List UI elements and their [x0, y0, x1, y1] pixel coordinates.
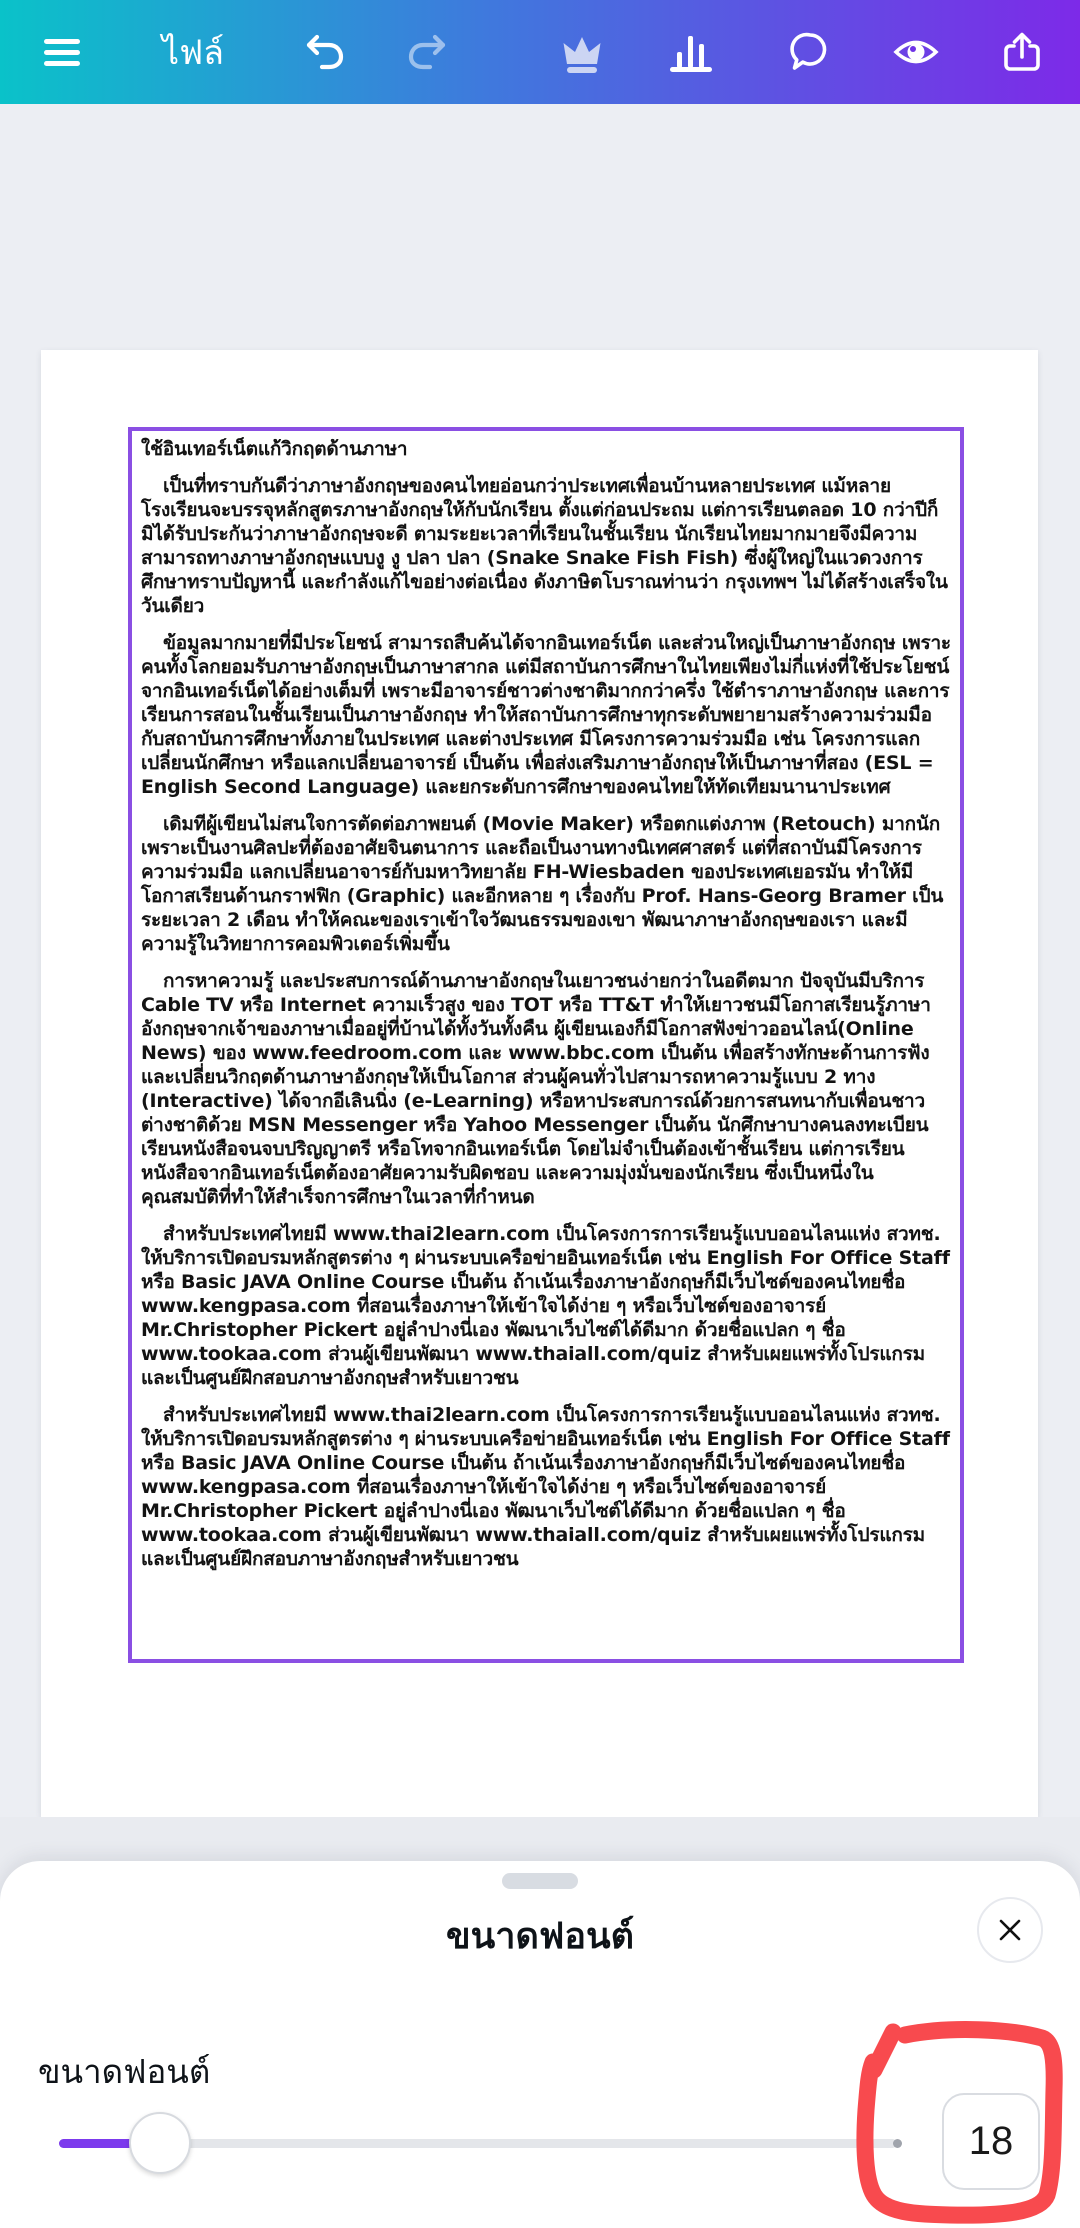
document-paragraph: เป็นที่ทราบกันดีว่าภาษาอังกฤษของคนไทยอ่อนกว่าประเทศเพื่อนบ้านหลายประเทศ แม้หลายโรงเรียนจะบรรจุหลักสูตรภาษาอังกฤษให้กับนักเรียน ตั้งแต่ก่อนประถม แต่การเรียนตลอด 10 กว่าปีก็มิได้รับประกันว่าภาษาอังกฤษจะดี ตามระยะเวลาที่เรียนในชั้นเรียน นักเรียนไทยมากมายจึงมีความสามารถทางภาษาอังกฤษแบบงู งู ปลา ปลา (Snake Snake Fish Fish) ซึ่งผู้ใหญ่ในแวดวงการศึกษาทราบปัญหานี้ และกำลังแก้ไขอย่างต่อเนื่อง ดังภาษิตโบราณท่านว่า กรุงเทพฯ ไม่ได้สร้างเสร็จในวันเดียว [141, 475, 948, 617]
document-paragraph: เดิมทีผู้เขียนไม่สนใจการตัดต่อภาพยนต์ (Movie Maker) หรือตกแต่งภาพ (Retouch) มากนัก เพราะเป็นงานศิลปะที่ต้องอาศัยจินตนาการ และถือเป็นงานทางนิเทศศาสตร์ แต่ที่สถาบันมีโครงการความร่วมมือ แลกเปลี่ยนอาจารย์กับมหาวิทยาลัย FH-Wiesbaden ของประเทศเยอรมัน ทำให้มีโอกาสเรียนด้านกราฟฟิก (Graphic) และอีกหลาย ๆ เรื่องกับ Prof. Hans-Georg Bramer เป็นระยะเวลา 2 เดือน ทำให้คณะของเราเข้าใจวัฒนธรรมของเขา พัฒนาภาษาอังกฤษของเรา และมีความรู้ในวิทยาการคอมพิวเตอร์เพิ่มขึ้น [141, 813, 944, 955]
redo-icon [406, 29, 452, 75]
pro-button[interactable] [558, 0, 606, 104]
top-toolbar [0, 0, 1080, 104]
preview-button[interactable] [892, 0, 940, 104]
share-button[interactable] [998, 0, 1046, 104]
document-heading: ใช้อินเทอร์เน็ตแก้วิกฤตด้านภาษา [141, 438, 408, 460]
undo-icon [300, 29, 346, 75]
comment-icon [786, 29, 832, 75]
close-icon [995, 1915, 1025, 1945]
document-text [141, 437, 951, 1571]
font-size-value: 18 [968, 2119, 1014, 2163]
redo-button[interactable] [406, 0, 452, 104]
menu-button[interactable] [40, 0, 84, 104]
share-icon [998, 28, 1046, 76]
file-button-label: ไฟล์ [161, 34, 224, 72]
font-size-value-field[interactable] [942, 2093, 1040, 2190]
document-paragraph: สำหรับประเทศไทยมี www.thai2learn.com เป็นโครงการการเรียนรู้แบบออนไลนแห่ง สวทช. ให้บริการเปิดอบรมหลักสูตรต่าง ๆ ผ่านระบบเครือข่ายอินเทอร์เน็ต เช่น English For Office Staff หรือ Basic JAVA Online Course เป็นต้น ถ้าเน้นเรื่องภาษาอังกฤษก็มีเว็บไซต์ของคนไทยชื่อ www.kengpasa.com ที่สอนเรื่องภาษาให้เข้าใจได้ง่าย ๆ หรือเว็บไซต์ของอาจารย์ Mr.Christopher Pickert อยู่ลำปางนี่เอง พัฒนาเว็บไซต์ได้ดีมาก ด้วยชื่อแปลก ๆ ชื่อ www.tookaa.com ส่วนผู้เขียนพัฒนา www.thaiall.com/quiz สำหรับเผยแพร่ทั้งโปรแกรมและเป็นศูนย์ฝึกสอบภาษาอังกฤษสำหรับเยาวชน [141, 1223, 950, 1389]
sheet-drag-handle[interactable] [502, 1873, 578, 1889]
menu-icon [40, 30, 84, 74]
slider-thumb[interactable] [129, 2112, 191, 2174]
undo-button[interactable] [300, 0, 346, 104]
comments-button[interactable] [786, 0, 832, 104]
slider-end-dot [893, 2139, 902, 2148]
canvas-page[interactable] [41, 350, 1038, 1817]
file-button[interactable] [158, 0, 228, 104]
document-paragraph: ข้อมูลมากมายที่มีประโยชน์ สามารถสืบค้นได้จากอินเทอร์เน็ต และส่วนใหญ่เป็นภาษาอังกฤษ เพราะคนทั้งโลกยอมรับภาษาอังกฤษเป็นภาษาสากล แต่มีสถาบันการศึกษาในไทยเพียงไม่กี่แห่งที่ใช้ประโยชน์จากอินเทอร์เน็ตได้อย่างเต็มที่ เพราะมีอาจารย์ชาวต่างชาติมากกว่าครึ่ง ใช้ตำราภาษาอังกฤษ และการเรียนการสอนในชั้นเรียนเป็นภาษาอังกฤษ ทำให้สถาบันการศึกษาทุกระดับพยายามสร้างความร่วมมือกับสถาบันการศึกษาทั้งภายในประเทศ และต่างประเทศ มีโครงการความร่วมมือ เช่น โครงการแลกเปลี่ยนนักศึกษา หรือแลกเปลี่ยนอาจารย์ เป็นต้น เพื่อส่งเสริมภาษาอังกฤษให้เป็นภาษาที่สอง (ESL = English Second Language) และยกระดับการศึกษาของคนไทยให้ทัดเทียมนานาประเทศ [141, 632, 951, 798]
sheet-title: ขนาดฟอนต์ [446, 1915, 634, 1956]
bar-chart-icon [666, 27, 716, 77]
selected-text-box[interactable] [128, 427, 964, 1663]
font-size-label: ขนาดฟอนต์ [38, 2053, 211, 2090]
charts-button[interactable] [666, 0, 716, 104]
document-paragraph: การหาความรู้ และประสบการณ์ด้านภาษาอังกฤษในเยาวชนง่ายกว่าในอดีตมาก ปัจจุบันมีบริการ Cable TV หรือ Internet ความเร็วสูง ของ TOT หรือ TT&T ทำให้เยาวชนมีโอกาสเรียนรู้ภาษาอังกฤษจากเจ้าของภาษาเมื่ออยู่ที่บ้านได้ทั้งวันทั้งคืน ผู้เขียนเองก็มีโอกาสฟังข่าวออนไลน์(Online News) ของ www.feedroom.com และ www.bbc.com เป็นต้น เพื่อสร้างทักษะด้านการฟัง และเปลี่ยนวิกฤตด้านภาษาอังกฤษให้เป็นโอกาส ส่วนผู้คนทั่วไปสามารถหาความรู้แบบ 2 ทาง (Interactive) ได้จากอีเลินนิ่ง (e-Learning) หรือหาประสบการณ์ด้วยการสนทนากับเพื่อนชาวต่างชาติด้วย MSN Messenger หรือ Yahoo Messenger เป็นต้น นักศึกษาบางคนลงทะเบียนเรียนหนังสือจนจบปริญญาตรี หรือโทจากอินเทอร์เน็ต โดยไม่จำเป็นต้องเข้าชั้นเรียน แต่การเรียนหนังสือจากอินเทอร์เน็ตต้องอาศัยความรับผิดชอบ และความมุ่งมั่นของนักเรียน ซึ่งเป็นหนึ่งในคุณสมบัติที่ทำให้สำเร็จการศึกษาในเวลาที่กำหนด [141, 970, 931, 1208]
preview-eye-icon [892, 28, 940, 76]
close-button[interactable] [977, 1897, 1043, 1963]
document-paragraph: สำหรับประเทศไทยมี www.thai2learn.com เป็นโครงการการเรียนรู้แบบออนไลนแห่ง สวทช. ให้บริการเปิดอบรมหลักสูตรต่าง ๆ ผ่านระบบเครือข่ายอินเทอร์เน็ต เช่น English For Office Staff หรือ Basic JAVA Online Course เป็นต้น ถ้าเน้นเรื่องภาษาอังกฤษก็มีเว็บไซต์ของคนไทยชื่อ www.kengpasa.com ที่สอนเรื่องภาษาให้เข้าใจได้ง่าย ๆ หรือเว็บไซต์ของอาจารย์ Mr.Christopher Pickert อยู่ลำปางนี่เอง พัฒนาเว็บไซต์ได้ดีมาก ด้วยชื่อแปลก ๆ ชื่อ www.tookaa.com ส่วนผู้เขียนพัฒนา www.thaiall.com/quiz สำหรับเผยแพร่ทั้งโปรแกรมและเป็นศูนย์ฝึกสอบภาษาอังกฤษสำหรับเยาวชน [141, 1404, 950, 1570]
crown-icon [558, 28, 606, 76]
